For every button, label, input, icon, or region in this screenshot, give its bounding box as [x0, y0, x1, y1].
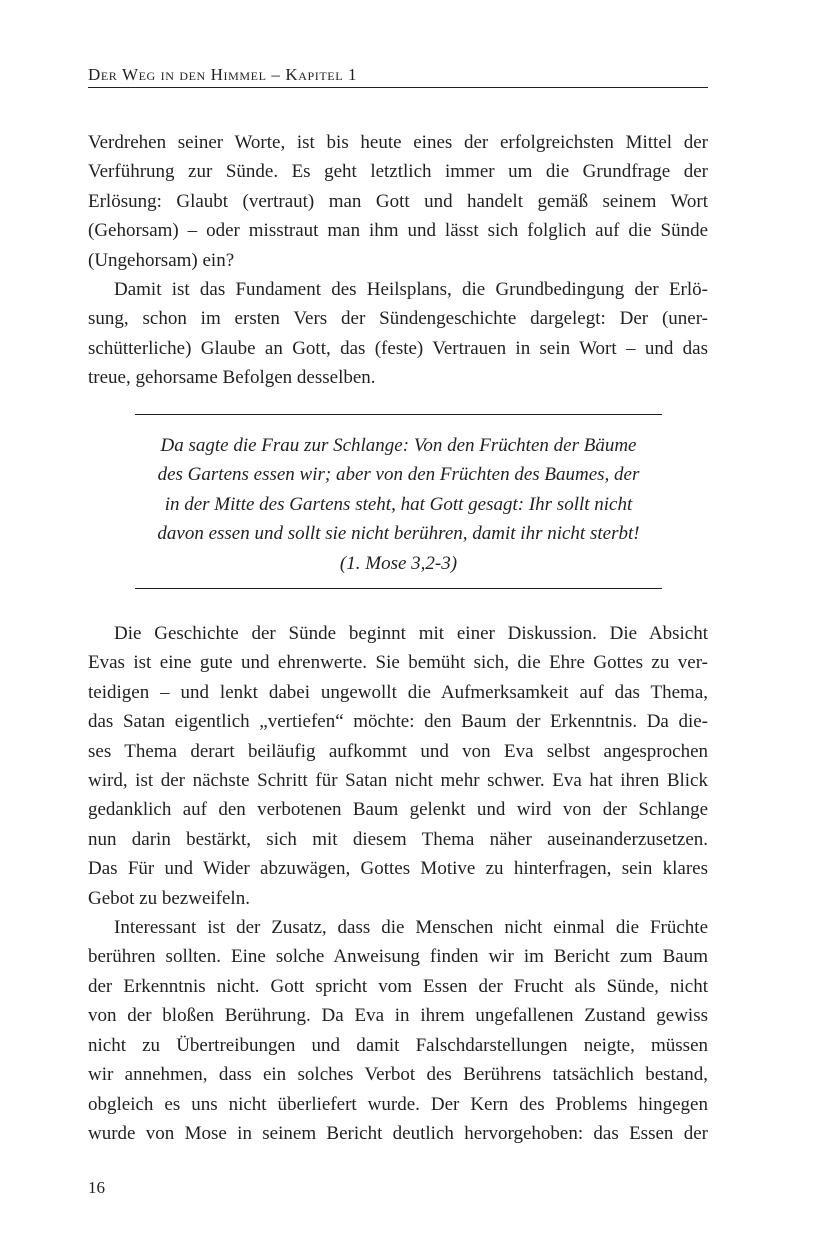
bible-quote [135, 415, 662, 588]
header-rule [88, 87, 708, 88]
text-line: gedanklich auf den verbotenen Baum gelenkt und wird von der Schlange [88, 799, 708, 821]
text-line: teidigen – und lenkt dabei ungewollt die Aufmerksamkeit auf das Thema, [88, 681, 708, 703]
text-line: ses Thema derart beiläufig aufkommt und von Eva selbst angesprochen [88, 740, 708, 762]
text-line: berühren sollten. Eine solche Anweisung finden wir im Bericht zum Baum [88, 946, 708, 968]
text-line: Gebot zu bezweifeln. [88, 887, 250, 909]
page-number: 16 [88, 1178, 105, 1197]
text-line: Die Geschichte der Sünde beginnt mit einer Diskussion. Die Absicht [114, 623, 708, 644]
text-line: treue, gehorsame Befolgen desselben. [88, 367, 376, 389]
text-line: wurde von Mose in seinem Bericht deutlich hervorgehoben: das Essen der [88, 1122, 708, 1144]
text-line: schütterliche) Glaube an Gott, das (feste) Vertrauen in sein Wort – und das [88, 337, 708, 359]
text-line: Damit ist das Fundament des Heilsplans, die Grundbedingung der Erlö- [114, 279, 708, 301]
quote-line: des Gartens essen wir; aber von den Früchten des Baumes, der [157, 464, 640, 486]
text-line: Erlösung: Glaubt (vertraut) man Gott und handelt gemäß seinem Wort [88, 190, 708, 212]
quote-line: in der Mitte des Gartens steht, hat Gott gesagt: Ihr sollt nicht [164, 493, 633, 515]
quote-reference: (1. Mose 3,2-3) [339, 552, 458, 574]
text-line: wir annehmen, dass ein solches Verbot des Berührens tatsächlich bestand, [88, 1064, 708, 1086]
body-text-top [88, 128, 708, 393]
text-line: nicht zu Übertreibungen und damit Falschdarstellungen neigte, müssen [88, 1034, 708, 1056]
text-line: Verdrehen seiner Worte, ist bis heute eines der erfolgreichsten Mittel der [88, 132, 708, 153]
text-line: wird, ist der nächste Schritt für Satan nicht mehr schwer. Eva hat ihren Blick [88, 770, 708, 792]
text-line: das Satan eigentlich „vertiefen“ möchte: den Baum der Erkenntnis. Da die- [88, 711, 708, 733]
text-line: obgleich es uns nicht überliefert wurde. Der Kern des Problems hingegen [88, 1093, 708, 1115]
text-line: (Ungehorsam) ein? [88, 249, 235, 271]
quote-line: davon essen und sollt sie nicht berühren, damit ihr nicht sterbt! [157, 523, 640, 545]
text-line: (Gehorsam) – oder misstraut man ihm und lässt sich folglich auf die Sünde [88, 220, 708, 242]
quote-line: Da sagte die Frau zur Schlange: Von den Früchten der Bäume [160, 435, 637, 456]
text-line: Interessant ist der Zusatz, dass die Menschen nicht einmal die Früchte [114, 917, 708, 939]
text-line: sung, schon im ersten Vers der Sündengeschichte dargelegt: Der (uner- [88, 308, 708, 330]
bible-quote-box [135, 414, 662, 589]
text-line: Evas ist eine gute und ehrenwerte. Sie bemüht sich, die Ehre Gottes zu ver- [88, 652, 708, 674]
body-text-bottom [88, 619, 708, 1148]
running-header: Der Weg in den Himmel – Kapitel 1 [88, 65, 358, 84]
text-line: Verführung zur Sünde. Es geht letztlich immer um die Grundfrage der [88, 161, 708, 183]
text-line: nun darin bestärkt, sich mit diesem Thema näher auseinanderzusetzen. [88, 828, 708, 850]
text-line: der Erkenntnis nicht. Gott spricht vom Essen der Frucht als Sünde, nicht [88, 975, 708, 997]
quote-rule-bottom [135, 588, 662, 589]
text-line: Das Für und Wider abzuwägen, Gottes Motive zu hinterfragen, sein klares [88, 858, 708, 880]
text-line: von der bloßen Berührung. Da Eva in ihrem ungefallenen Zustand gewiss [88, 1005, 708, 1027]
